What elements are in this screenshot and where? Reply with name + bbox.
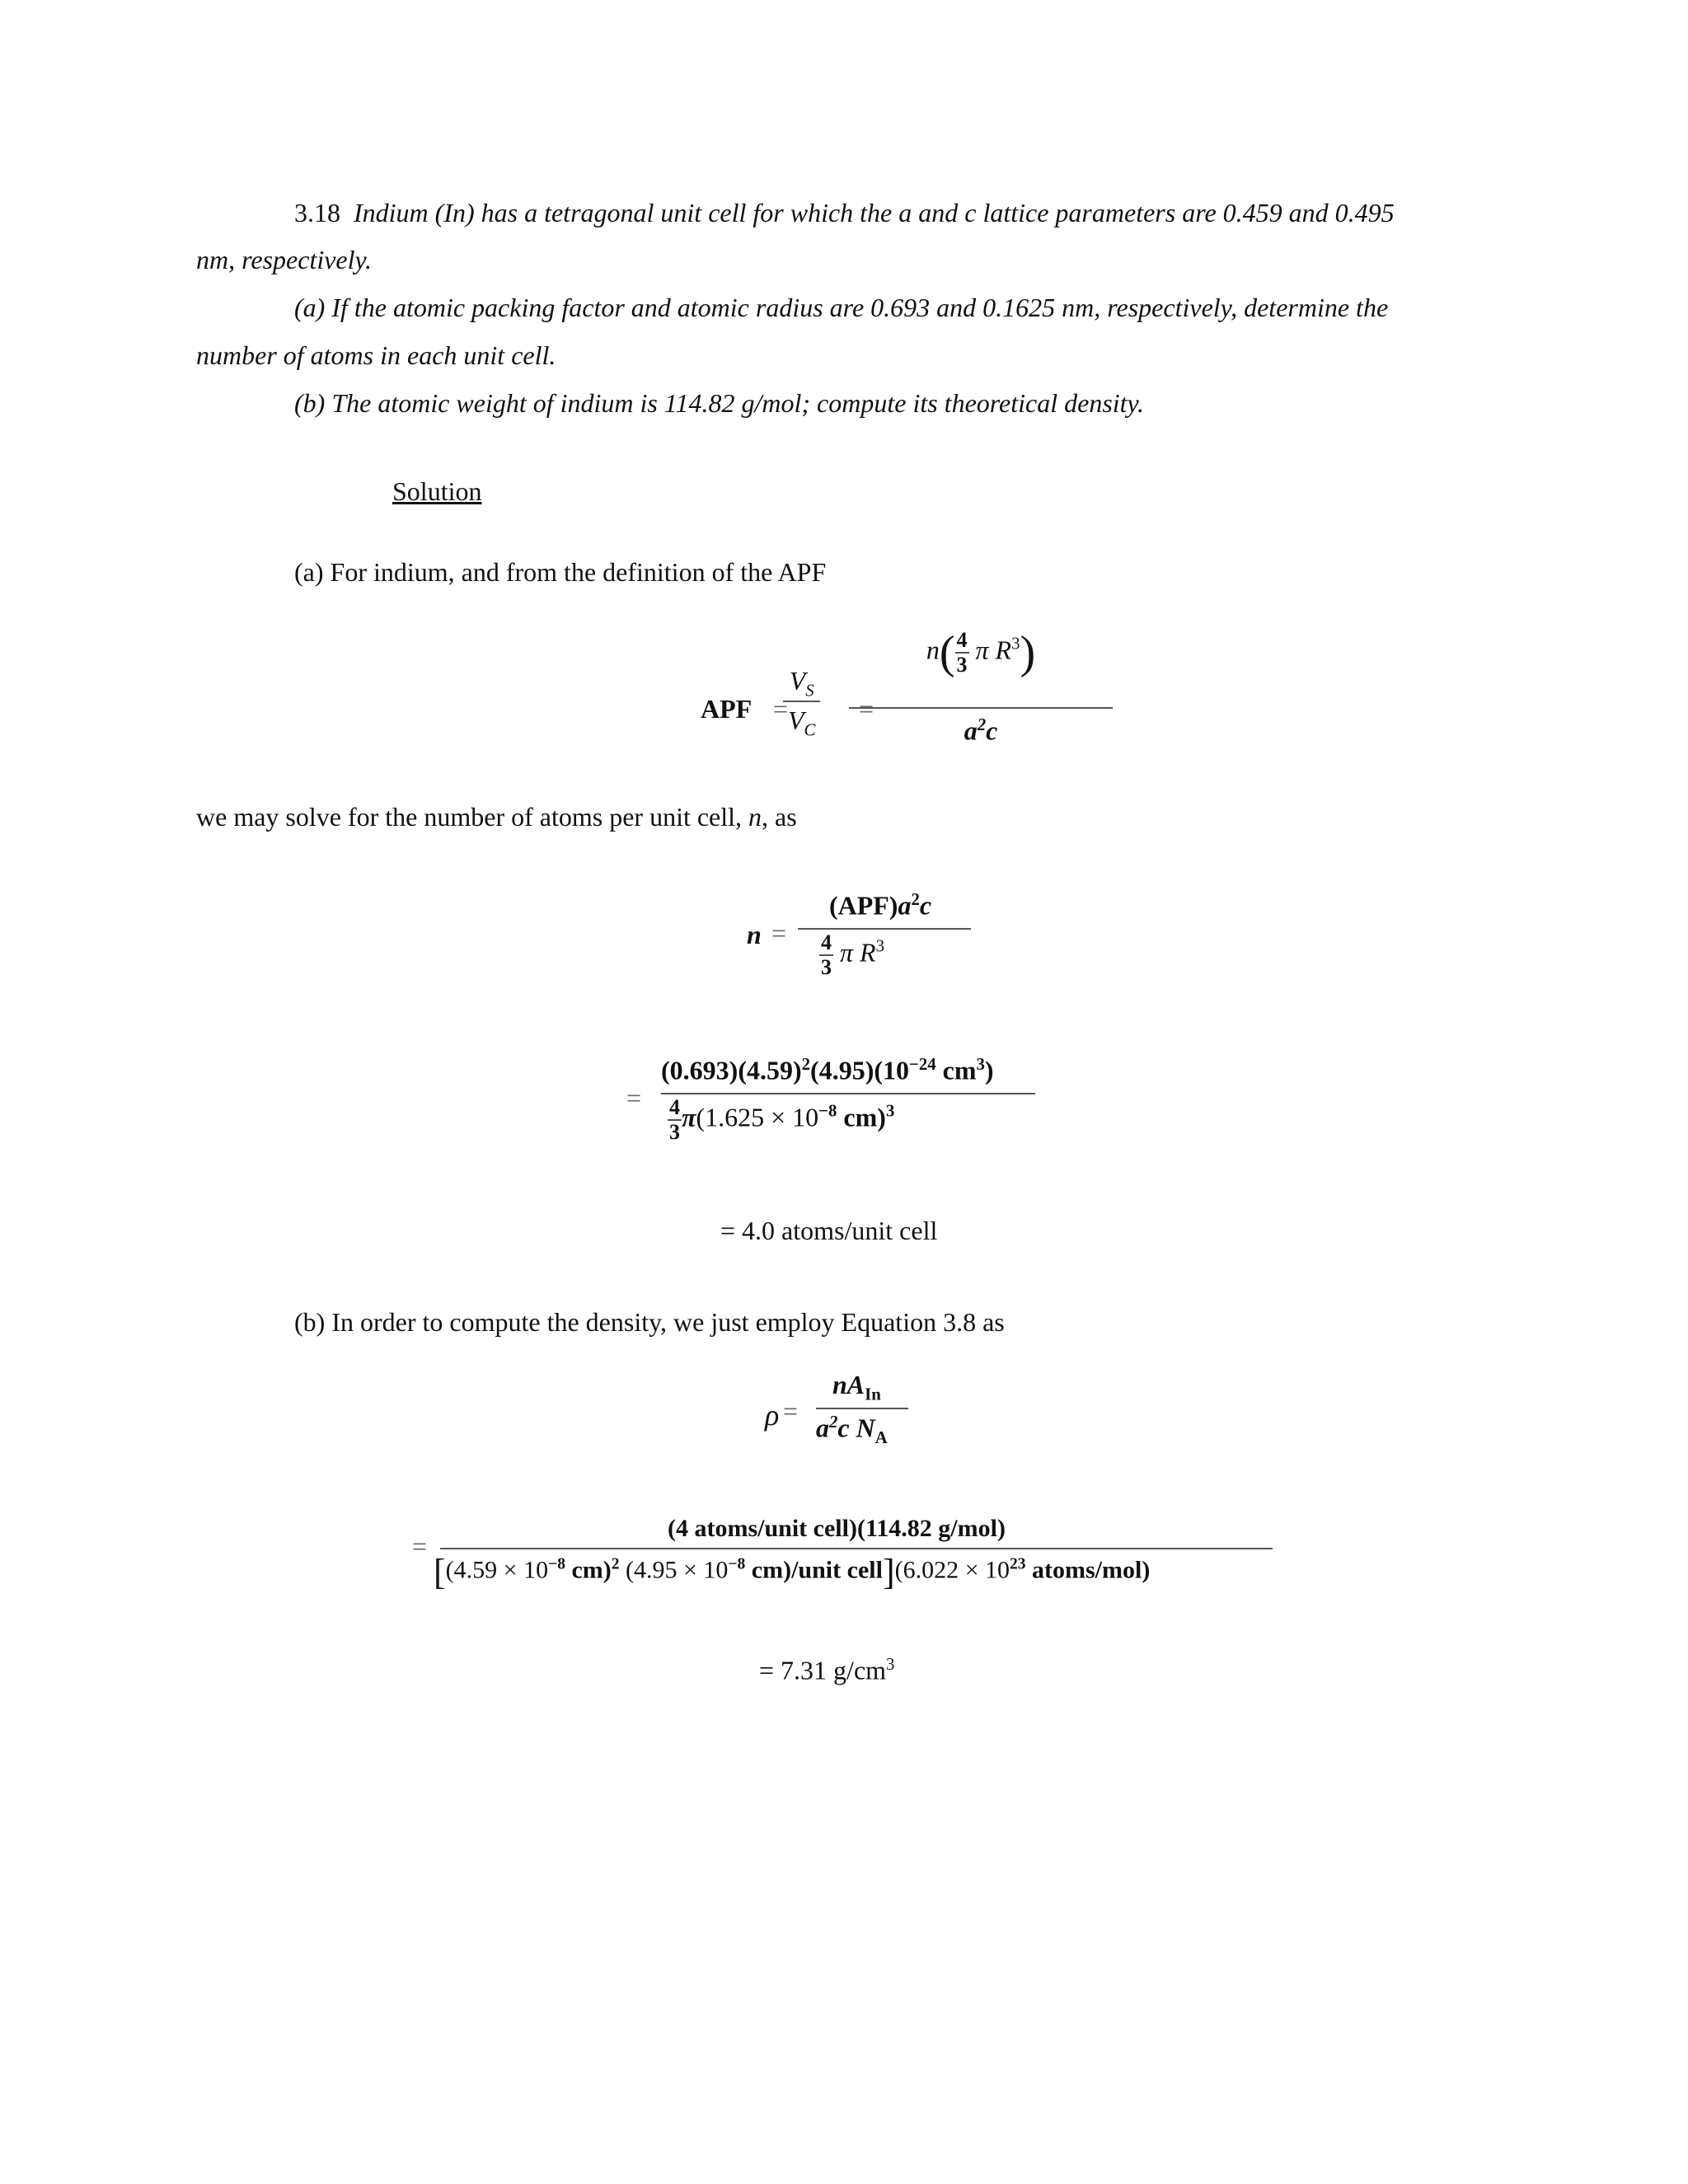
problem-statement-1: Indium (In) has a tetragonal unit cell for which the a and c lattice parameters are 0.459 and 0.495 bbox=[354, 198, 1395, 227]
n-lhs: n bbox=[747, 920, 762, 949]
part-a-line-1: (a) If the atomic packing factor and atomic radius are 0.693 and 0.1625 nm, respectively, determine the bbox=[294, 293, 1389, 322]
part-b-intro: (b) In order to compute the density, we just employ Equation 3.8 as bbox=[294, 1307, 1005, 1337]
problem-line-1 bbox=[294, 189, 1395, 237]
n-substituted-denominator: $\frac{4}{3}$ $\pi(1.625 \times 10^{-8}$ cm)$^3$ bbox=[669, 1095, 895, 1144]
vs-over-vc: $\frac{V_S}{V_C}$ bbox=[783, 666, 820, 741]
problem-number: 3.18 bbox=[294, 198, 340, 227]
part-b-statement: (b) The atomic weight of indium is 114.82 g/mol; compute its theoretical density. bbox=[294, 388, 1144, 418]
rho-substituted-numerator: (4 atoms/unit cell)(114.82 g/mol) bbox=[668, 1515, 1006, 1542]
part-a-intro: (a) For indium, and from the definition of the APF bbox=[294, 557, 827, 587]
apf-lhs: APF bbox=[701, 694, 753, 724]
rho-numerator: $nA_{In}$ bbox=[832, 1370, 881, 1404]
apf-rhs-denominator: $a^2c$ bbox=[964, 715, 998, 746]
n-denominator: $\frac{4}{3}$ π $R^3$ bbox=[821, 930, 884, 979]
result-b: = 7.31 $g/cm^3$ bbox=[759, 1655, 895, 1685]
rho-lhs: ρ bbox=[765, 1399, 780, 1432]
rho-denominator: $a^2c$ $N_A$ bbox=[816, 1413, 888, 1448]
solve-for-n-text: we may solve for the number of atoms per unit cell, n, as bbox=[196, 802, 797, 832]
apf-rhs-numerator: n( $\frac{4}{3}$ π $R^3$) bbox=[926, 627, 1036, 678]
result-a: = 4.0 atoms/unit cell bbox=[720, 1216, 938, 1245]
equals-sign-2: = bbox=[859, 694, 874, 724]
solution-heading: Solution bbox=[392, 476, 482, 506]
apf-rhs-bar bbox=[849, 707, 1113, 709]
equals-sign: = bbox=[773, 694, 789, 724]
n-numerator: $(APF)a^2c$ bbox=[828, 890, 932, 921]
problem-line-2: nm, respectively. bbox=[196, 245, 372, 274]
n-substituted-numerator: $(0.693)(4.59)^2(4.95)(10^{-24}$ $cm^3$) bbox=[661, 1055, 994, 1085]
part-a-line-2: number of atoms in each unit cell. bbox=[196, 340, 556, 370]
rho-substituted-denominator: [($4.59 \times 10^{-8}$ cm)$^2$ ($4.95 \times 10^{-8}$ cm)/unit cell](6.022 × $10^{23}$ atoms/mol) bbox=[434, 1552, 1151, 1592]
